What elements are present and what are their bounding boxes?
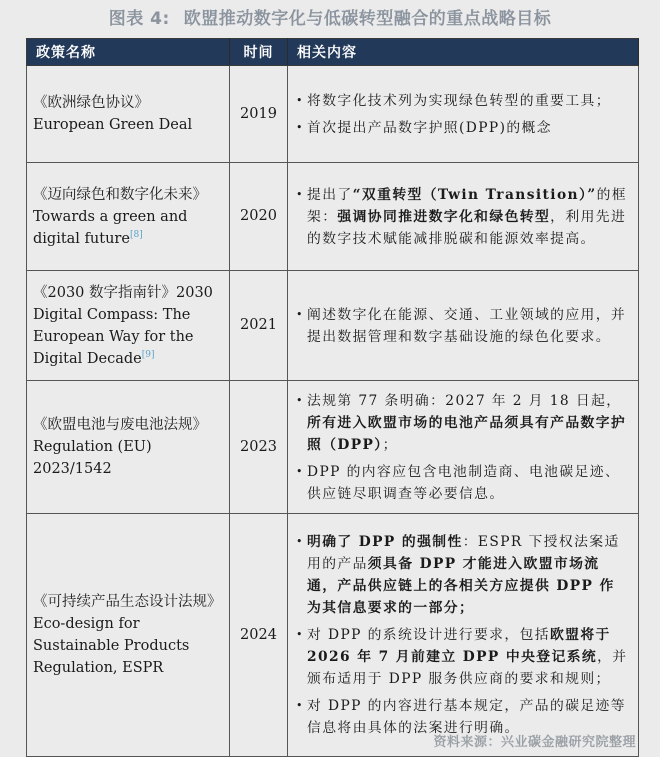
policy-name-en: Eco-design for Sustainable Products Regulation, ESPR (33, 616, 190, 676)
header-policy-name: 政策名称 (27, 39, 230, 66)
header-content: 相关内容 (288, 39, 639, 66)
policy-table (26, 38, 639, 757)
policy-name-cell (27, 381, 230, 514)
content-bullet: • 阐述数字化在能源、交通、工业领域的应用，并提出数据管理和数字基础设施的绿色化要求。 (296, 304, 628, 348)
table-row (27, 271, 639, 381)
policy-content (288, 271, 639, 381)
header-time: 时间 (230, 39, 288, 66)
content-bullet: • 明确了 DPP 的强制性：ESPR 下授权法案适用的产品须具备 DPP 才能进入欧盟市场流通，产品供应链上的各相关方应提供 DPP 作为其信息要求的一部分； (296, 531, 628, 619)
table-header-row (27, 39, 639, 66)
table-row (27, 514, 639, 757)
policy-name-en: Regulation (EU) 2023/1542 (33, 439, 152, 477)
policy-name-cn: 《迈向绿色和数字化未来》 (33, 186, 207, 203)
policy-name-en: European Green Deal (33, 117, 193, 133)
table-row (27, 66, 639, 163)
content-bullet: • DPP 的内容应包含电池制造商、电池碳足迹、供应链尽职调查等必要信息。 (296, 461, 628, 505)
content-bullet: • 对 DPP 的内容进行基本规定，产品的碳足迹等信息将由具体的法案进行明确。 (296, 695, 628, 739)
policy-name-cn: 《2030 数字指南针》2030 (33, 284, 213, 301)
content-bullet: • 提出了“双重转型（Twin Transition）”的框架：强调协同推进数字化和绿色转型，利用先进的数字技术赋能减排脱碳和能源效率提高。 (296, 184, 628, 250)
policy-year: 2020 (230, 163, 288, 271)
policy-year: 2023 (230, 381, 288, 514)
figure-title-text: 欧盟推动数字化与低碳转型融合的重点战略目标 (183, 9, 552, 29)
content-bullet: • 法规第 77 条明确：2027 年 2 月 18 日起，所有进入欧盟市场的电池产品须具有产品数字护照（DPP）； (296, 390, 628, 456)
reference-link[interactable]: [9] (141, 349, 155, 360)
policy-content (288, 381, 639, 514)
policy-name-cn: 《可持续产品生态设计法规》 (33, 594, 222, 610)
policy-name-cn: 《欧洲绿色协议》 (33, 95, 149, 111)
policy-name-cell (27, 514, 230, 757)
content-bullet: • 对 DPP 的系统设计进行要求，包括欧盟将于 2026 年 7 月前建立 DPP 中央登记系统，并颁布适用于 DPP 服务供应商的要求和规则； (296, 624, 628, 690)
policy-content (288, 514, 639, 757)
policy-name-cell (27, 66, 230, 163)
policy-content (288, 66, 639, 163)
policy-year: 2019 (230, 66, 288, 163)
table-row (27, 381, 639, 514)
policy-name-cell (27, 271, 230, 381)
figure-number: 图表 4: (108, 9, 170, 29)
content-bullet: • 首次提出产品数字护照(DPP)的概念 (296, 117, 628, 139)
policy-name-en: Digital Compass: The European Way for the Digital Decade (33, 306, 194, 367)
figure-title (0, 4, 660, 29)
policy-name-cell (27, 163, 230, 271)
policy-name-cn: 《欧盟电池与废电池法规》 (33, 417, 207, 433)
policy-content (288, 163, 639, 271)
source-note: 资料来源：兴业碳金融研究院整理 (433, 735, 636, 750)
policy-name-en: Towards a green and digital future (33, 208, 188, 247)
content-bullet: • 将数字化技术列为实现绿色转型的重要工具； (296, 90, 628, 112)
table-row (27, 163, 639, 271)
reference-link[interactable]: [8] (129, 229, 143, 240)
policy-year: 2021 (230, 271, 288, 381)
policy-year: 2024 (230, 514, 288, 757)
